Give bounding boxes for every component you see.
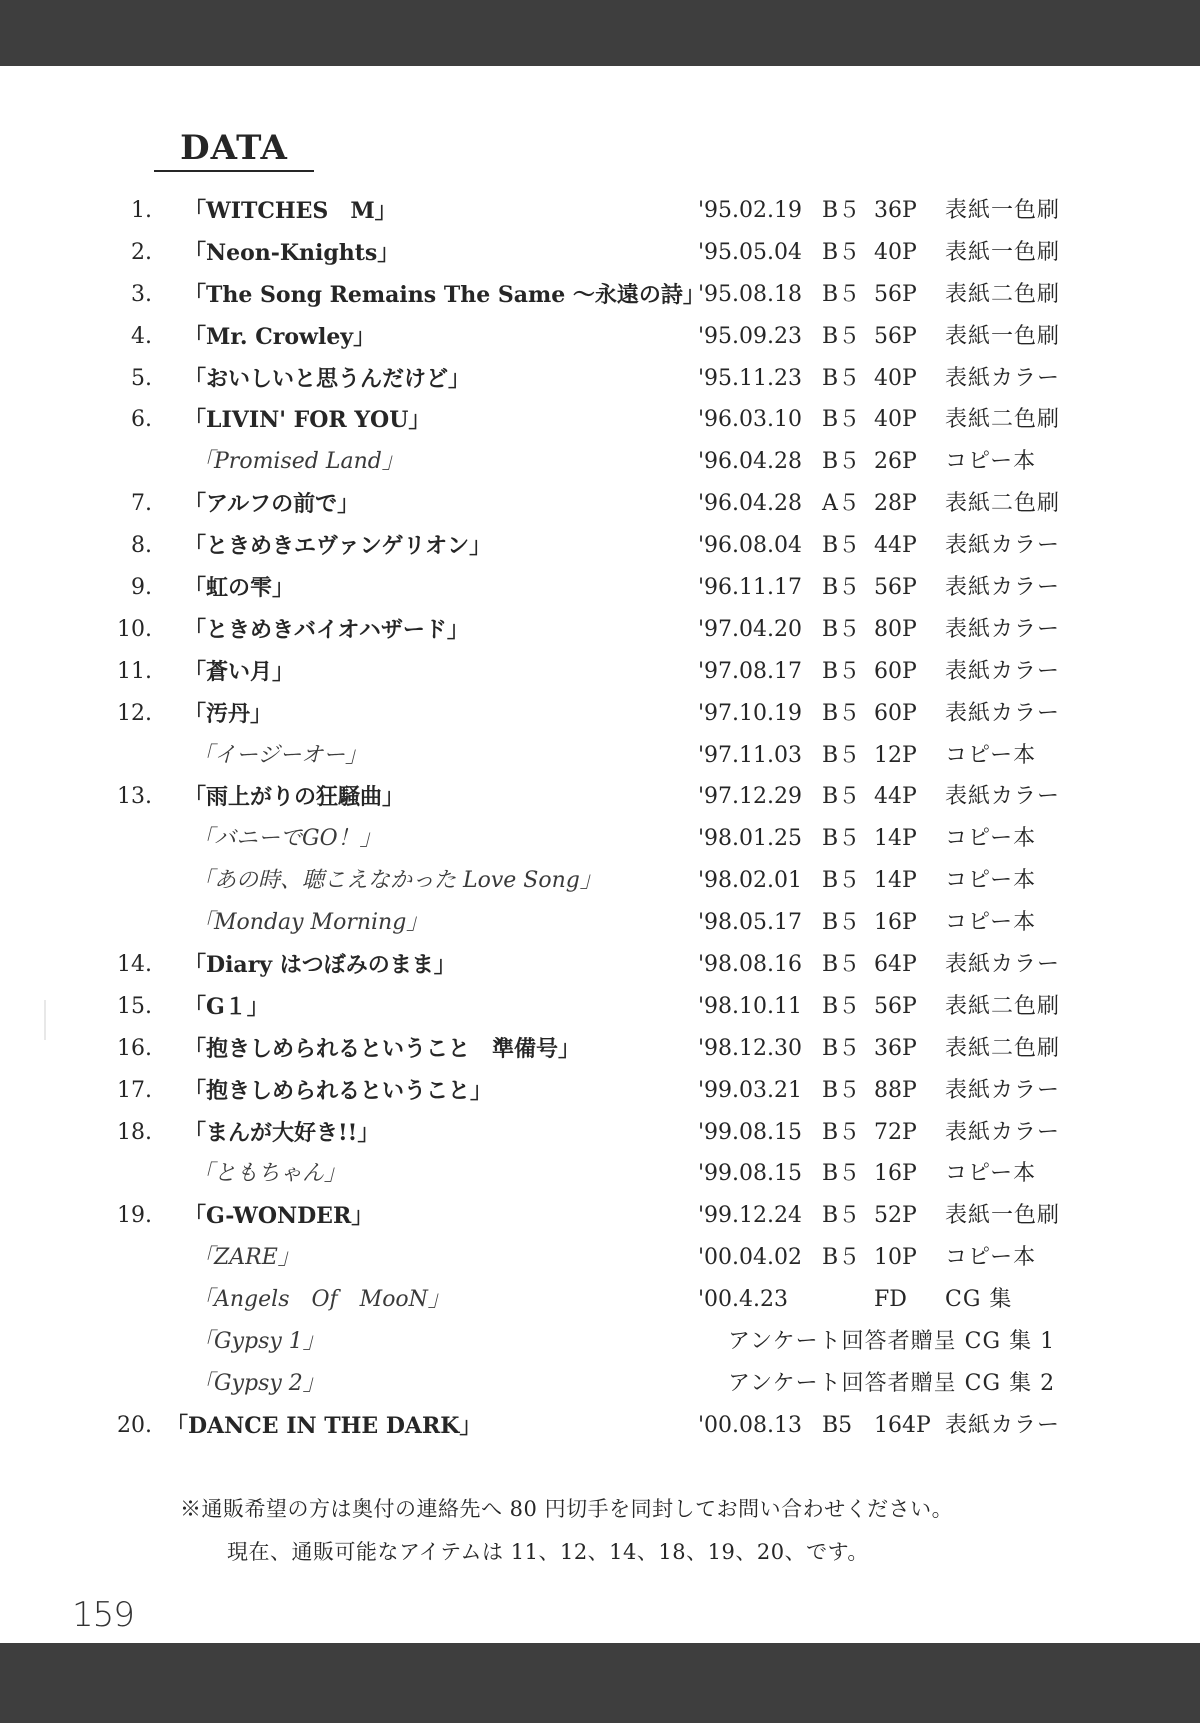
item-date: '99.03.21 [698, 1077, 803, 1103]
item-size: B５ [822, 1077, 861, 1103]
item-number: 3. [131, 281, 152, 307]
item-format: 表紙二色刷 [945, 407, 1061, 433]
item-format: 表紙二色刷 [945, 281, 1061, 307]
item-pages: 80P [874, 616, 917, 642]
item-title: 「まんが大好き!!」 [184, 1119, 380, 1146]
item-title: 「G-WONDER」 [184, 1203, 374, 1230]
item-pages: 40P [874, 239, 917, 265]
item-format: コピー本 [945, 449, 1037, 475]
item-size: B５ [822, 239, 861, 265]
item-format: 表紙カラー [945, 533, 1061, 559]
item-title: 「ZARE」 [192, 1245, 300, 1271]
item-size: B５ [822, 826, 861, 852]
available-items-note: 現在、通販可能なアイテムは 11、12、14、18、19、20、です。 [227, 1540, 869, 1564]
item-date: '98.01.25 [698, 826, 803, 852]
item-number: 2. [131, 239, 152, 265]
item-date: '97.10.19 [698, 700, 803, 726]
item-date: '97.11.03 [698, 742, 803, 768]
item-number: 8. [131, 533, 152, 559]
item-pages: 60P [874, 658, 917, 684]
item-size: B５ [822, 533, 861, 559]
item-number: 10. [117, 616, 152, 642]
item-title: 「Gypsy 1」 [192, 1329, 325, 1355]
item-size: B５ [822, 281, 861, 307]
list-item [0, 1071, 1200, 1113]
list-item [0, 610, 1200, 652]
item-title: 「Promised Land」 [192, 449, 404, 475]
list-item [0, 526, 1200, 568]
item-size: B５ [822, 658, 861, 684]
item-number: 11. [117, 658, 152, 684]
item-date: '96.04.28 [698, 491, 803, 517]
item-date: '97.08.17 [698, 658, 803, 684]
item-size: B５ [822, 449, 861, 475]
item-date: '97.04.20 [698, 616, 803, 642]
item-pages: 52P [874, 1203, 917, 1229]
list-item [0, 987, 1200, 1029]
item-title: 「汚丹」 [184, 700, 273, 727]
list-item [0, 1113, 1200, 1155]
item-size: B５ [822, 868, 861, 894]
item-format: 表紙一色刷 [945, 239, 1061, 265]
item-pages: 36P [874, 198, 917, 223]
item-number: 18. [117, 1119, 152, 1145]
list-item [0, 442, 1200, 484]
item-format: コピー本 [945, 868, 1037, 894]
item-title: 「雨上がりの狂騒曲」 [184, 784, 405, 811]
item-pages: 36P [874, 1035, 917, 1061]
item-title: 「あの時、聴こえなかった Love Song」 [192, 868, 602, 894]
item-number: 1. [131, 198, 152, 223]
item-title: 「Angels Of MooN」 [192, 1287, 450, 1313]
item-pages: 16P [874, 1161, 917, 1187]
item-pages: 14P [874, 868, 917, 894]
list-item [0, 903, 1200, 945]
item-date: '96.08.04 [698, 533, 803, 559]
list-item [0, 819, 1200, 861]
item-format: コピー本 [945, 1161, 1037, 1187]
item-size: B５ [822, 742, 861, 768]
item-number: 4. [131, 323, 152, 349]
item-pages: 56P [874, 993, 917, 1019]
item-size: B５ [822, 1035, 861, 1061]
item-pages: 56P [874, 575, 917, 601]
item-title: 「蒼い月」 [184, 658, 295, 685]
list-item [0, 359, 1200, 401]
list-item [0, 233, 1200, 275]
item-date: '96.03.10 [698, 407, 803, 433]
item-title: 「アルフの前で」 [184, 491, 360, 518]
item-date: '98.12.30 [698, 1035, 803, 1061]
page-title: DATA [154, 128, 314, 172]
item-title: 「DANCE IN THE DARK」 [166, 1412, 482, 1439]
item-title: 「Neon-Knights」 [184, 239, 400, 266]
item-size: B５ [822, 993, 861, 1019]
item-size: B５ [822, 198, 861, 223]
item-pages: 26P [874, 449, 917, 475]
item-title: 「Diary はつぼみのまま」 [184, 952, 456, 979]
item-pages: 56P [874, 323, 917, 349]
item-number: 15. [117, 993, 152, 1019]
item-size: B５ [822, 910, 861, 936]
item-pages: 88P [874, 1077, 917, 1103]
item-size: B５ [822, 700, 861, 726]
item-number: 19. [117, 1203, 152, 1229]
item-title: 「抱きしめられるということ 準備号」 [184, 1035, 581, 1062]
item-number: 16. [117, 1035, 152, 1061]
item-title: 「ともちゃん」 [192, 1161, 347, 1187]
item-size: B５ [822, 407, 861, 433]
item-format: 表紙二色刷 [945, 1035, 1061, 1061]
mail-order-note: ※通販希望の方は奥付の連絡先へ 80 円切手を同封してお問い合わせください。 [180, 1497, 954, 1521]
item-title: 「Mr. Crowley」 [184, 323, 376, 350]
item-title: 「ときめきバイオハザード」 [184, 616, 469, 643]
list-item [0, 1238, 1200, 1280]
item-date: '98.05.17 [698, 910, 803, 936]
list-item [0, 191, 1200, 233]
item-number: 9. [131, 575, 152, 601]
item-size: B５ [822, 323, 861, 349]
item-format: 表紙一色刷 [945, 323, 1061, 349]
item-format: 表紙カラー [945, 952, 1061, 978]
item-date: '95.11.23 [698, 365, 803, 391]
item-date: '95.09.23 [698, 323, 803, 349]
list-item [0, 777, 1200, 819]
item-date: '99.08.15 [698, 1119, 803, 1145]
list-item [0, 317, 1200, 359]
list-item [0, 1029, 1200, 1071]
scan-border-bottom [0, 1643, 1200, 1723]
item-pages: 40P [874, 407, 917, 433]
publication-list [0, 191, 1200, 1448]
item-size: A５ [822, 491, 860, 517]
item-size: B５ [822, 1245, 861, 1271]
item-date: '95.02.19 [698, 198, 803, 223]
item-note: アンケート回答者贈呈 CG 集 1 [728, 1329, 1056, 1355]
item-number: 7. [131, 491, 152, 517]
item-size: B５ [822, 575, 861, 601]
list-item [0, 652, 1200, 694]
item-size: B５ [822, 952, 861, 978]
item-number: 6. [131, 407, 152, 433]
item-title: 「虹の雫」 [184, 575, 295, 602]
item-number: 20. [117, 1412, 152, 1438]
item-date: '97.12.29 [698, 784, 803, 810]
list-item [0, 484, 1200, 526]
item-format: 表紙二色刷 [945, 993, 1061, 1019]
item-title: 「The Song Remains The Same ～永遠の詩」 [184, 281, 705, 308]
item-pages: 164P [874, 1412, 931, 1438]
item-title: 「G１」 [184, 993, 269, 1020]
list-item [0, 568, 1200, 610]
item-number: 5. [131, 365, 152, 391]
item-date: '95.08.18 [698, 281, 803, 307]
item-pages: 72P [874, 1119, 917, 1145]
item-pages: 28P [874, 491, 917, 517]
item-pages: 10P [874, 1245, 917, 1271]
item-format: 表紙カラー [945, 658, 1061, 684]
list-item [0, 1364, 1200, 1406]
item-date: '99.08.15 [698, 1161, 803, 1187]
item-number: 17. [117, 1077, 152, 1103]
item-format: 表紙一色刷 [945, 1203, 1061, 1229]
item-note: アンケート回答者贈呈 CG 集 2 [728, 1370, 1056, 1396]
item-date: '96.04.28 [698, 449, 803, 475]
item-format: 表紙カラー [945, 700, 1061, 726]
item-title: 「抱きしめられるということ」 [184, 1077, 493, 1104]
item-pages: 14P [874, 826, 917, 852]
item-format: CG 集 [945, 1287, 1013, 1313]
item-size: B5 [822, 1412, 853, 1438]
item-title: 「ときめきエヴァンゲリオン」 [184, 533, 492, 560]
list-item [0, 694, 1200, 736]
item-title: 「Monday Morning」 [192, 910, 429, 936]
item-date: '98.08.16 [698, 952, 803, 978]
list-item [0, 400, 1200, 442]
item-format: 表紙カラー [945, 575, 1061, 601]
item-format: コピー本 [945, 910, 1037, 936]
item-date: '98.02.01 [698, 868, 803, 894]
list-item [0, 1322, 1200, 1364]
item-size: B５ [822, 1119, 861, 1145]
item-date: '00.08.13 [698, 1412, 803, 1438]
item-date: '95.05.04 [698, 239, 803, 265]
item-size: B５ [822, 616, 861, 642]
item-format: コピー本 [945, 742, 1037, 768]
item-number: 14. [117, 952, 152, 978]
item-date: '00.4.23 [698, 1287, 789, 1313]
item-pages: 64P [874, 952, 917, 978]
list-item [0, 1196, 1200, 1238]
item-date: '98.10.11 [698, 993, 803, 1019]
item-format: 表紙二色刷 [945, 491, 1061, 517]
list-item [0, 1406, 1200, 1448]
item-title: 「おいしいと思うんだけど」 [184, 365, 471, 392]
item-format: 表紙一色刷 [945, 198, 1061, 223]
list-item [0, 945, 1200, 987]
list-item [0, 736, 1200, 778]
item-pages: 56P [874, 281, 917, 307]
list-item [0, 1280, 1200, 1322]
item-number: 12. [117, 700, 152, 726]
item-format: 表紙カラー [945, 365, 1061, 391]
item-size: B５ [822, 1203, 861, 1229]
item-pages: 44P [874, 533, 917, 559]
item-title: 「WITCHES M」 [184, 198, 397, 224]
item-date: '99.12.24 [698, 1203, 803, 1229]
item-date: '96.11.17 [698, 575, 803, 601]
item-pages: 44P [874, 784, 917, 810]
item-size: B５ [822, 1161, 861, 1187]
item-size: B５ [822, 784, 861, 810]
item-title: 「LIVIN' FOR YOU」 [184, 407, 431, 434]
item-pages: 60P [874, 700, 917, 726]
item-date: '00.04.02 [698, 1245, 803, 1271]
item-format: 表紙カラー [945, 616, 1061, 642]
scan-border-top [0, 0, 1200, 66]
item-title: 「バニーでGO！」 [192, 826, 382, 852]
item-pages: 16P [874, 910, 917, 936]
list-item [0, 275, 1200, 317]
item-title: 「イージーオー」 [192, 742, 368, 768]
item-pages: FD [874, 1287, 907, 1313]
item-format: コピー本 [945, 826, 1037, 852]
list-item [0, 861, 1200, 903]
item-format: コピー本 [945, 1245, 1037, 1271]
item-format: 表紙カラー [945, 1077, 1061, 1103]
item-number: 13. [117, 784, 152, 810]
item-format: 表紙カラー [945, 1412, 1061, 1438]
page-number: 159 [72, 1595, 134, 1635]
item-pages: 40P [874, 365, 917, 391]
item-format: 表紙カラー [945, 1119, 1061, 1145]
item-size: B５ [822, 365, 861, 391]
item-title: 「Gypsy 2」 [192, 1370, 325, 1396]
item-pages: 12P [874, 742, 917, 768]
item-format: 表紙カラー [945, 784, 1061, 810]
list-item [0, 1154, 1200, 1196]
